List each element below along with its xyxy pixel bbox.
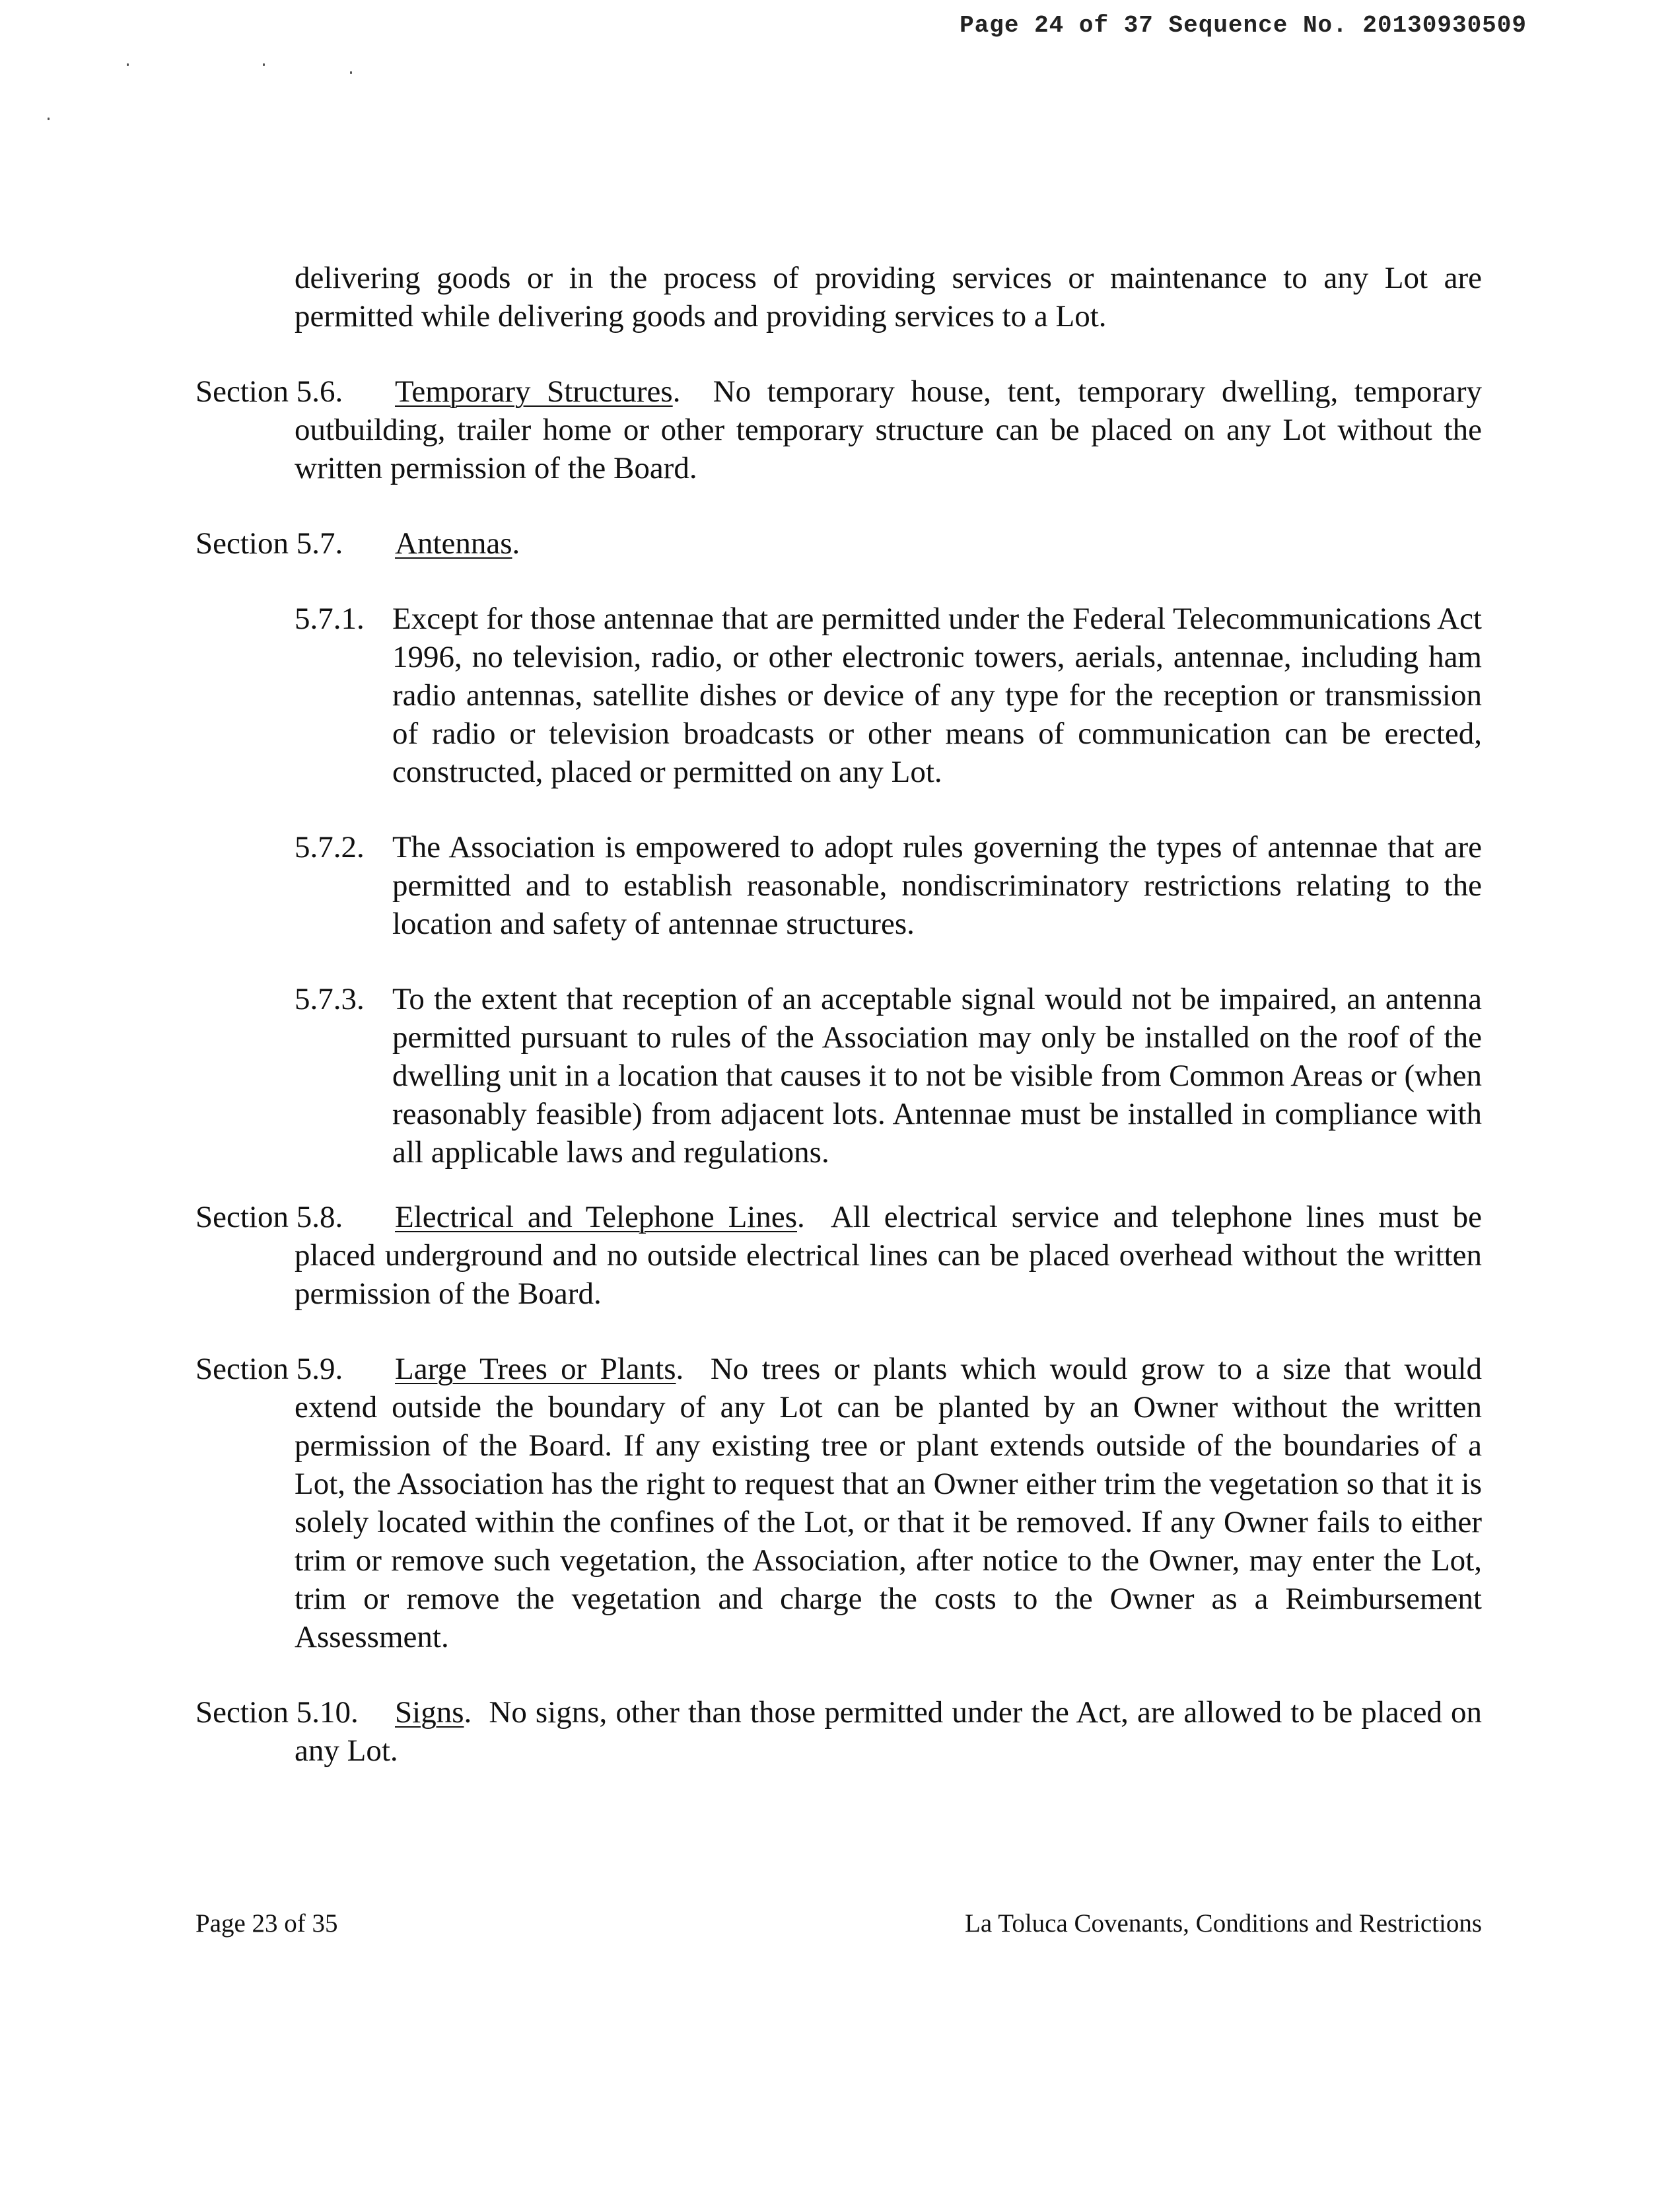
subsection-5-7-1	[295, 600, 1482, 791]
subsection-number: 5.7.2.	[295, 830, 365, 864]
subsection-text: Except for those antennae that are permitted under the Federal Telecommunications Act 1996, no television, radio, or other electronic towers, aerials, antennae, including ham radio antennas, satellite dishes or device of any type for the reception or transmission of radio or television broadcasts or other means of communication can be erected, constructed, placed or permitted on any Lot.	[392, 602, 1482, 789]
document-body	[195, 259, 1482, 1770]
section-body: No trees or plants which would grow to a size that would extend outside the boundary of any Lot can be planted by an Owner without the written permission of the Board. If any existing tree or plant extends outside of the boundaries of a Lot, the Association has the right to request that an Owner either trim the vegetation so that it is solely located within the confines of the Lot, or that it be removed. If any Owner fails to either trim or remove such vegetation, the Association, after notice to the Owner, may enter the Lot, trim or remove the vegetation and charge the costs to the Owner as a Reimbursement Assessment.	[295, 1352, 1482, 1654]
subsection-text: To the extent that reception of an acceptable signal would not be impaired, an antenna permitted pursuant to rules of the Association may only be installed on the roof of the dwelling unit in a location that causes it to not be visible from Common Areas or (when reasonably feasible) from adjacent lots. Antennae must be installed in compliance with all applicable laws and regulations.	[392, 982, 1482, 1170]
section-5-6: Section 5.6. Temporary Structures. No temporary house, tent, temporary dwelling, temporary outbuilding, trailer home or other temporary structure can be placed on any Lot without the written permission of the Board.	[195, 372, 1482, 487]
section-title: Large Trees or Plants	[395, 1352, 676, 1386]
intro-paragraph: delivering goods or in the process of providing services or maintenance to any Lot are permitted while delivering goods and providing services to a Lot.	[295, 261, 1482, 333]
footer-document-title: La Toluca Covenants, Conditions and Restrictions	[965, 1909, 1482, 1938]
section-number: Section 5.8.	[195, 1200, 343, 1234]
section-number: Section 5.10.	[195, 1695, 359, 1730]
subsection-text: The Association is empowered to adopt rules governing the types of antennae that are permitted and to establish reasonable, nondiscriminatory restrictions relating to the location and safety of antennae structures.	[392, 830, 1482, 941]
subsection-number: 5.7.3.	[295, 982, 365, 1016]
scan-speck	[48, 118, 50, 120]
section-title: Signs	[395, 1695, 464, 1730]
section-title: Temporary Structures	[395, 374, 673, 409]
section-5-9: Section 5.9. Large Trees or Plants. No trees or plants which would grow to a size that would extend outside the boundary of any Lot can be planted by an Owner without the written permission of the Board. If any existing tree or plant extends outside of the boundaries of a Lot, the Association has the right to request that an Owner either trim the vegetation so that it is solely located within the confines of the Lot, or that it be removed. If any Owner fails to either trim or remove such vegetation, the Association, after notice to the Owner, may enter the Lot, trim or remove the vegetation and charge the costs to the Owner as a Reimbursement Assessment.	[195, 1350, 1482, 1656]
section-number: Section 5.7.	[195, 526, 343, 561]
scan-speck	[263, 63, 265, 66]
section-number: Section 5.6.	[195, 374, 343, 409]
scan-speck	[350, 71, 352, 74]
section-title: Antennas	[395, 526, 512, 561]
scan-speck	[127, 63, 129, 66]
subsection-number: 5.7.1.	[295, 602, 365, 636]
section-title: Electrical and Telephone Lines	[395, 1200, 797, 1234]
section-body: No signs, other than those permitted under the Act, are allowed to be placed on any Lot.	[295, 1695, 1483, 1768]
subsection-5-7-2	[295, 828, 1482, 943]
section-body: No temporary house, tent, temporary dwelling, temporary outbuilding, trailer home or other temporary structure can be placed on any Lot without the written permission of the Board.	[295, 374, 1482, 485]
section-5-7: Section 5.7. Antennas. 5.7.1. Except for those antennae that are permitted under the Federal Telecommunications Act 1996, no television, radio, or other electronic towers, aerials, antennae, including ham radio antennas, satellite dishes or device of any type for the reception or transmission of radio or television broadcasts or other means of communication can be erected, constructed, placed or permitted on any Lot. 5.7.2. The Association is empowered to adopt rules governing the types of antennae that are permitted and to establish reasonable, nondiscriminatory restrictions relating to the location and safety of antennae structures. 5.7.3. To the extent that reception of an acceptable signal would not be impaired, an antenna permitted pursuant to rules of the Association may only be installed on the roof of the dwelling unit in a location that causes it to not be visible from Common Areas or (when reasonably feasible) from adjacent lots. Antennae must be installed in compliance with all applicable laws and regulations.	[195, 524, 1482, 1172]
section-body: All electrical service and telephone lines must be placed underground and no outside electrical lines can be placed overhead without the written permission of the Board.	[295, 1200, 1482, 1311]
page-footer	[195, 1909, 1482, 1938]
sequence-stamp: Page 24 of 37 Sequence No. 20130930509	[960, 12, 1527, 39]
section-5-8: Section 5.8. Electrical and Telephone Lines. All electrical service and telephone lines must be placed underground and no outside electrical lines can be placed overhead without the written permission of the Board.	[195, 1198, 1482, 1313]
subsection-5-7-3	[295, 980, 1482, 1172]
footer-page-number: Page 23 of 35	[195, 1909, 338, 1938]
section-number: Section 5.9.	[195, 1352, 343, 1386]
section-5-10: Section 5.10. Signs. No signs, other than those permitted under the Act, are allowed to be placed on any Lot.	[195, 1693, 1482, 1770]
